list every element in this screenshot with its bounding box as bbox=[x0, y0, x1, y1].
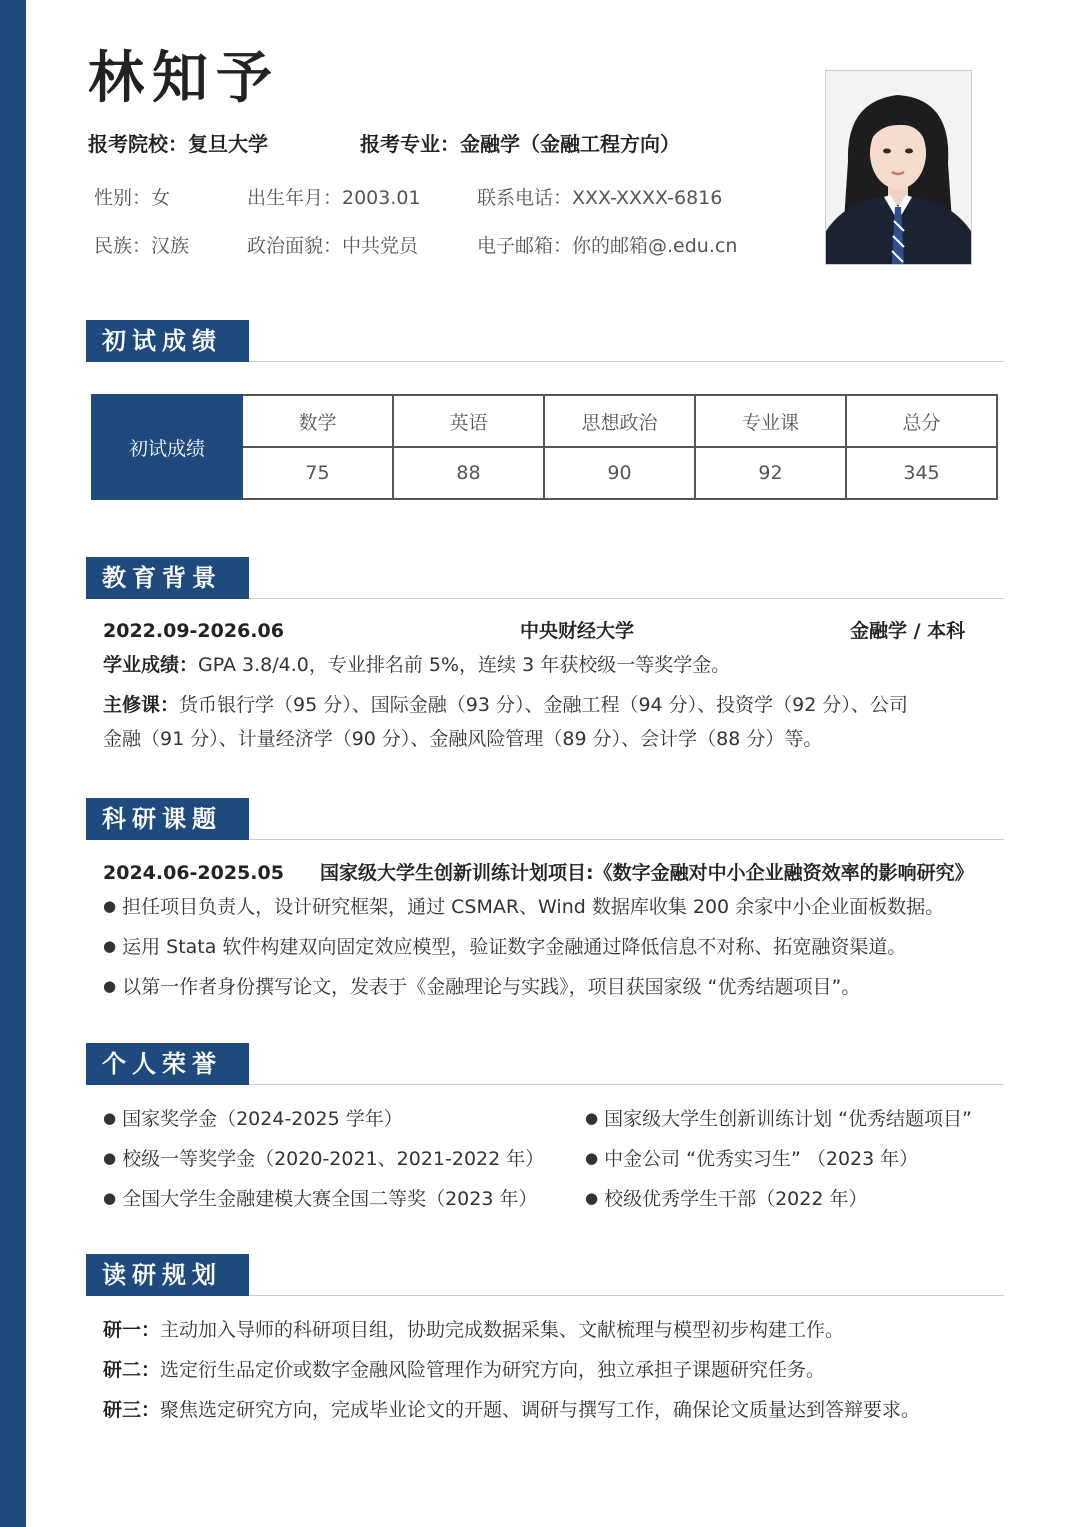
education-degree: 金融学 / 本科 bbox=[850, 620, 966, 642]
profile-photo bbox=[825, 70, 972, 265]
honor-item: ● 中金公司 “优秀实习生” （2023 年） bbox=[585, 1145, 918, 1174]
education-school: 中央财经大学 bbox=[520, 620, 635, 642]
section-title: 科研课题 bbox=[86, 798, 249, 840]
honor-item: ● 国家级大学生创新训练计划 “优秀结题项目” bbox=[585, 1105, 972, 1134]
section-divider bbox=[249, 361, 1004, 362]
info-email: 电子邮箱：你的邮箱@.edu.cn bbox=[477, 235, 738, 257]
honor-item: ● 校级优秀学生干部（2022 年） bbox=[585, 1185, 868, 1214]
honor-item: ● 国家奖学金（2024-2025 学年） bbox=[103, 1105, 403, 1134]
plan-item: 研二：选定衍生品定价或数字金融风险管理作为研究方向，独立承担子课题研究任务。 bbox=[103, 1359, 826, 1381]
candidate-name: 林知予 bbox=[88, 46, 280, 111]
info-birth: 出生年月：2003.01 bbox=[247, 187, 421, 209]
score-value: 88 bbox=[393, 447, 544, 499]
score-value: 345 bbox=[846, 447, 997, 499]
education-period: 2022.09-2026.06 bbox=[103, 620, 284, 642]
research-period: 2024.06-2025.05 bbox=[103, 862, 284, 884]
section-header-research bbox=[86, 798, 1004, 840]
research-project: 国家级大学生创新训练计划项目:《数字金融对中小企业融资效率的影响研究》 bbox=[320, 862, 974, 884]
sidebar-accent-bar bbox=[0, 0, 26, 1527]
plan-item: 研三：聚焦选定研究方向，完成毕业论文的开题、调研与撰写工作，确保论文质量达到答辩要求。 bbox=[103, 1399, 921, 1421]
target-school: 报考院校：复旦大学 bbox=[88, 132, 268, 156]
target-major: 报考专业：金融学（金融工程方向） bbox=[360, 132, 680, 156]
score-value: 75 bbox=[242, 447, 393, 499]
scores-table bbox=[91, 394, 998, 500]
education-courses: 主修课：货币银行学（95 分）、国际金融（93 分）、金融工程（94 分）、投资学（92 分）、公司 bbox=[103, 694, 908, 716]
plan-item: 研一：主动加入导师的科研项目组，协助完成数据采集、文献梳理与模型初步构建工作。 bbox=[103, 1319, 845, 1341]
score-value: 90 bbox=[544, 447, 695, 499]
honor-item: ● 校级一等奖学金（2020-2021、2021-2022 年） bbox=[103, 1145, 544, 1174]
section-divider bbox=[249, 839, 1004, 840]
score-subject: 思想政治 bbox=[544, 395, 695, 447]
honor-item: ● 全国大学生金融建模大赛全国二等奖（2023 年） bbox=[103, 1185, 538, 1214]
score-subject: 数学 bbox=[242, 395, 393, 447]
research-item: ● 运用 Stata 软件构建双向固定效应模型，验证数字金融通过降低信息不对称、拓宽融资渠道。 bbox=[103, 933, 906, 962]
score-subject: 英语 bbox=[393, 395, 544, 447]
research-item: ● 以第一作者身份撰写论文，发表于《金融理论与实践》，项目获国家级 “优秀结题项目”。 bbox=[103, 973, 860, 1002]
section-title: 读研规划 bbox=[86, 1254, 249, 1296]
score-subject: 总分 bbox=[846, 395, 997, 447]
info-ethnicity: 民族：汉族 bbox=[94, 235, 190, 257]
section-header-education bbox=[86, 557, 1004, 599]
section-header-honors bbox=[86, 1043, 1004, 1085]
research-item: ● 担任项目负责人，设计研究框架，通过 CSMAR、Wind 数据库收集 200 余家中小企业面板数据。 bbox=[103, 893, 944, 922]
score-value: 92 bbox=[695, 447, 846, 499]
section-divider bbox=[249, 1295, 1004, 1296]
info-phone: 联系电话：XXX-XXXX-6816 bbox=[477, 187, 723, 209]
education-courses-cont: 金融（91 分）、计量经济学（90 分）、金融风险管理（89 分）、会计学（88 分）等。 bbox=[103, 728, 823, 750]
section-divider bbox=[249, 598, 1004, 599]
scores-row-label: 初试成绩 bbox=[92, 395, 242, 499]
education-gpa: 学业成绩：GPA 3.8/4.0，专业排名前 5%，连续 3 年获校级一等奖学金。 bbox=[103, 654, 731, 676]
score-subject: 专业课 bbox=[695, 395, 846, 447]
section-title: 个人荣誉 bbox=[86, 1043, 249, 1085]
section-header-scores bbox=[86, 320, 1004, 362]
section-header-plan bbox=[86, 1254, 1004, 1296]
section-title: 教育背景 bbox=[86, 557, 249, 599]
section-title: 初试成绩 bbox=[86, 320, 249, 362]
section-divider bbox=[249, 1084, 1004, 1085]
info-politics: 政治面貌：中共党员 bbox=[247, 235, 419, 257]
info-gender: 性别：女 bbox=[94, 187, 171, 209]
